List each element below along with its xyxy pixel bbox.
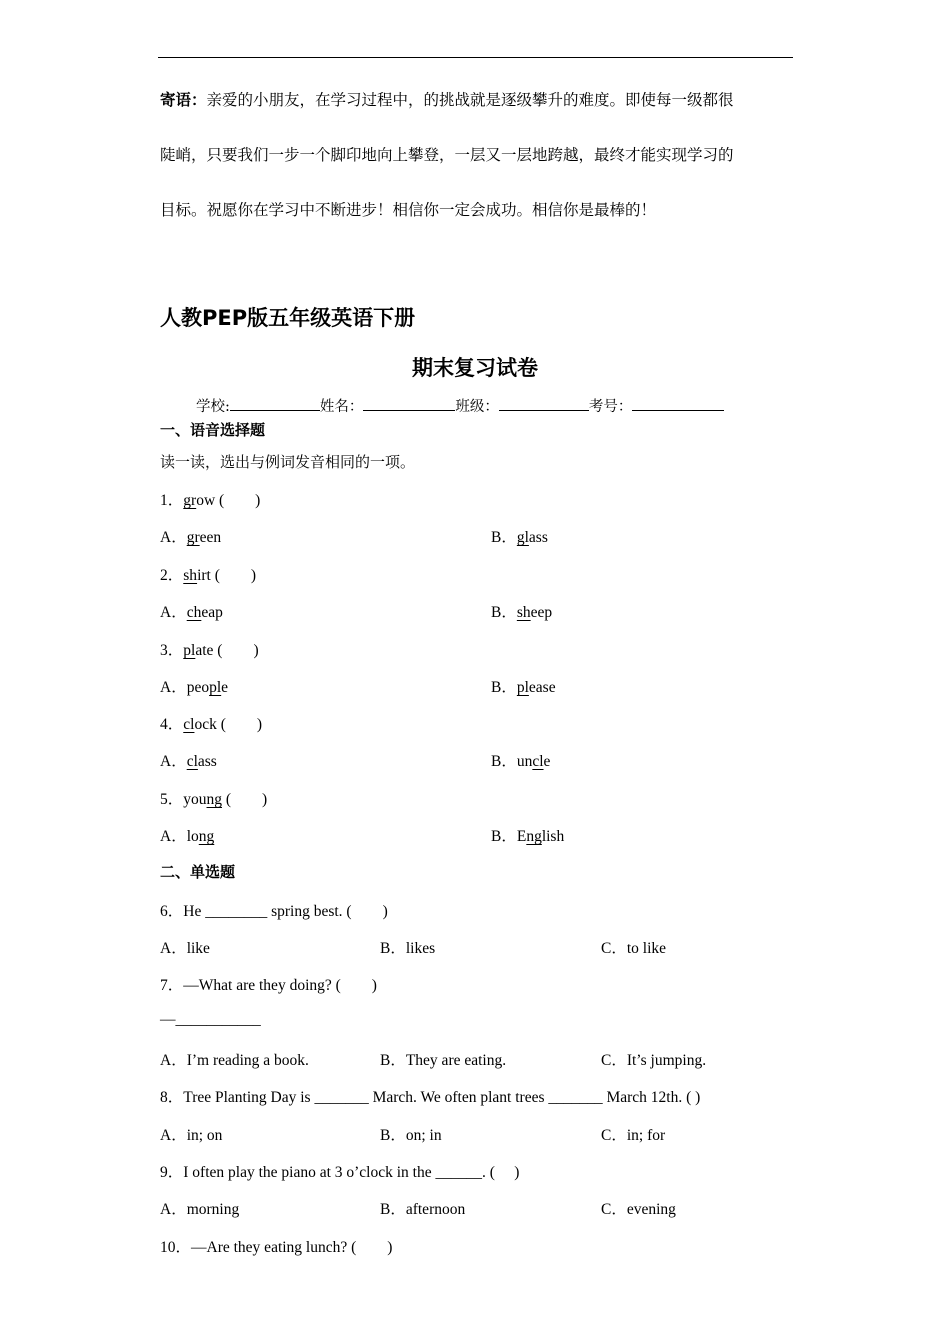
question-9: 9．I often play the piano at 3 o’clock in the ______. ( ) <box>160 1164 520 1181</box>
series-title: 人教PEP版五年级英语下册 <box>160 306 416 330</box>
option-6c[interactable]: C．to like <box>601 940 667 957</box>
option-7c[interactable]: C．It’s jumping. <box>601 1052 707 1069</box>
intro-line-2: 陡峭，只要我们一步一个脚印地向上攀登，一层又一层地跨越，最终才能实现学习的 <box>160 146 734 164</box>
section-1-instruction: 读一读，选出与例词发音相同的一项。 <box>160 453 416 471</box>
school-label: 学校: <box>196 399 230 415</box>
option-4a[interactable]: A．class <box>160 753 217 770</box>
intro-line-1: 寄语：亲爱的小朋友，在学习过程中，的挑战就是逐级攀升的难度。即使每一级都很 <box>160 91 734 109</box>
question-5: 5．young ( ) <box>160 791 268 808</box>
option-6a[interactable]: A．like <box>160 940 210 957</box>
question-10: 10．—Are they eating lunch? ( ) <box>160 1239 393 1256</box>
option-7a[interactable]: A．I’m reading a book. <box>160 1052 309 1069</box>
intro-label: 寄语： <box>160 91 207 109</box>
number-field[interactable] <box>632 396 724 411</box>
option-8b[interactable]: B．on; in <box>380 1127 442 1144</box>
option-7b[interactable]: B．They are eating. <box>380 1052 507 1069</box>
class-field[interactable] <box>499 396 589 411</box>
option-9c[interactable]: C．evening <box>601 1201 676 1218</box>
option-8a[interactable]: A．in; on <box>160 1127 223 1144</box>
option-5b[interactable]: B．English <box>491 828 565 845</box>
option-5a[interactable]: A．long <box>160 828 215 845</box>
option-3b[interactable]: B．please <box>491 679 556 696</box>
question-1: 1．grow ( ) <box>160 492 261 509</box>
question-7: 7．—What are they doing? ( ) <box>160 977 377 994</box>
option-6b[interactable]: B．likes <box>380 940 436 957</box>
option-9a[interactable]: A．morning <box>160 1201 240 1218</box>
question-7-answer-line: —___________ <box>160 1011 261 1028</box>
number-label: 考号： <box>588 399 633 415</box>
option-2a[interactable]: A．cheap <box>160 604 223 621</box>
question-8: 8．Tree Planting Day is _______ March. We often plant trees _______ March 12th. ( ) <box>160 1089 701 1106</box>
paper-title: 期末复习试卷 <box>412 356 538 380</box>
option-3a[interactable]: A．people <box>160 679 229 696</box>
option-1a[interactable]: A．green <box>160 529 222 546</box>
section-2-title: 二、单选题 <box>160 863 236 881</box>
class-label: 班级： <box>455 399 499 415</box>
name-label: 姓名： <box>319 399 364 415</box>
student-info-line <box>196 395 724 416</box>
name-field[interactable] <box>363 396 455 411</box>
question-6: 6．He ________ spring best. ( ) <box>160 903 388 920</box>
option-9b[interactable]: B．afternoon <box>380 1201 466 1218</box>
option-8c[interactable]: C．in; for <box>601 1127 666 1144</box>
question-3: 3．plate ( ) <box>160 642 259 659</box>
option-4b[interactable]: B．uncle <box>491 753 551 770</box>
school-field[interactable] <box>230 396 320 411</box>
option-1b[interactable]: B．glass <box>491 529 548 546</box>
section-1-title: 一、语音选择题 <box>160 421 266 439</box>
header-rule <box>158 57 793 58</box>
question-2: 2．shirt ( ) <box>160 567 257 584</box>
option-2b[interactable]: B．sheep <box>491 604 553 621</box>
question-4: 4．clock ( ) <box>160 716 263 733</box>
intro-line-3: 目标。祝愿你在学习中不断进步！相信你一定会成功。相信你是最棒的！ <box>160 201 657 219</box>
